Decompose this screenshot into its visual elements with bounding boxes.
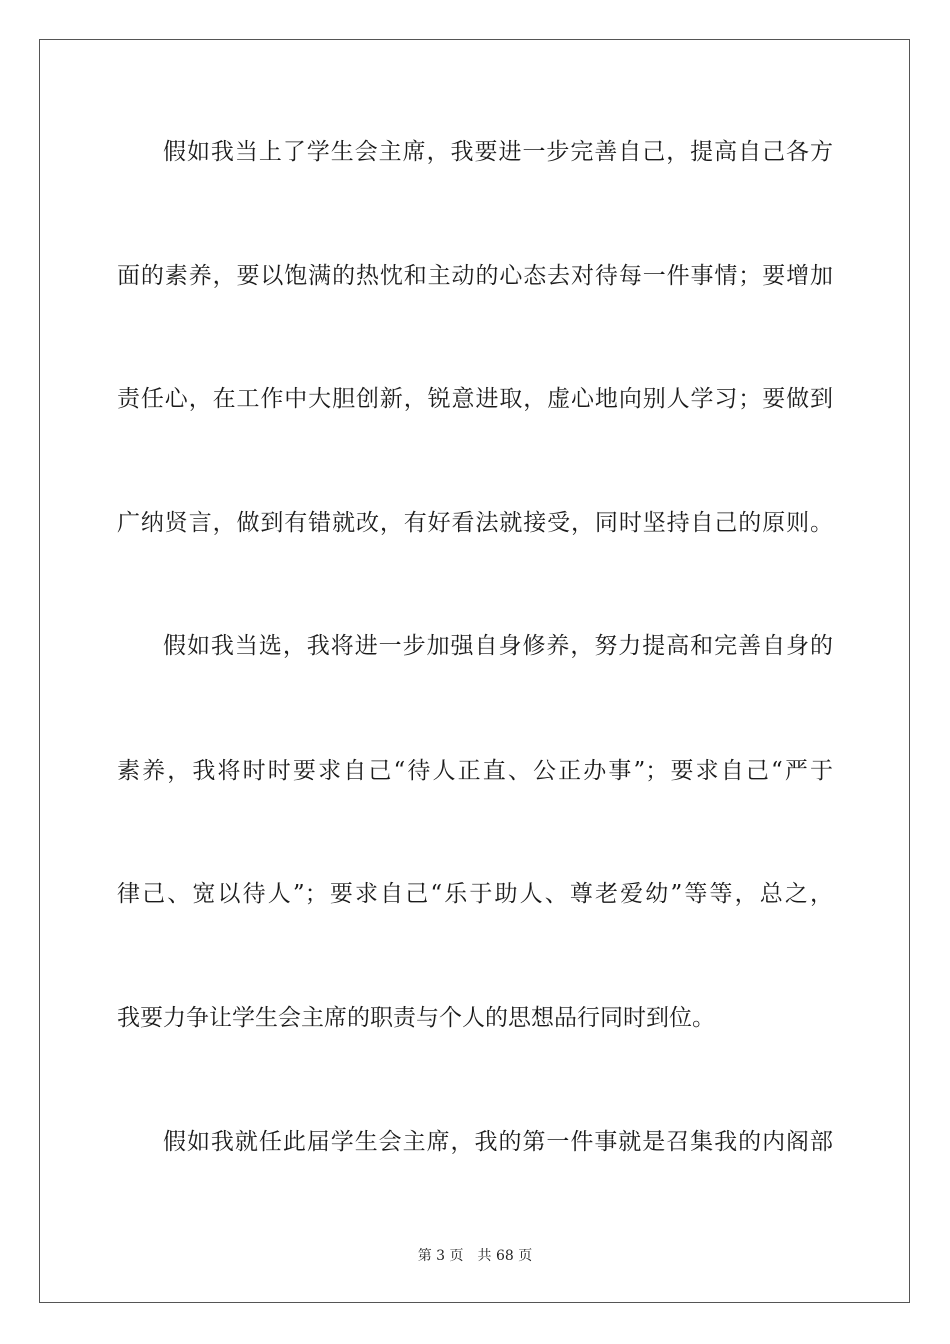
paragraph-2-line-4: 我要力争让学生会主席的职责与个人的思想品行同时到位。 [117,1005,715,1031]
paragraph-1-line-3: 责任心，在工作中大胆创新，锐意进取，虚心地向别人学习；要做到 [117,386,833,412]
page-border [39,39,910,1303]
paragraph-2-line-1: 假如我当选，我将进一步加强自身修养，努力提高和完善自身的 [163,633,833,659]
paragraph-1-line-1: 假如我当上了学生会主席，我要进一步完善自己，提高自己各方 [163,139,833,165]
page-footer [0,1247,950,1265]
paragraph-2-line-2: 素养，我将时时要求自己“待人正直、公正办事”；要求自己“严于 [117,758,833,784]
paragraph-2-line-3: 律己、宽以待人”；要求自己“乐于助人、尊老爱幼”等等，总之， [117,881,833,907]
page-number: 第 3 页 [417,1248,464,1264]
page-total: 共 68 页 [477,1248,533,1264]
paragraph-1-line-2: 面的素养，要以饱满的热忱和主动的心态去对待每一件事情；要增加 [117,263,833,289]
paragraph-1-line-4: 广纳贤言，做到有错就改，有好看法就接受，同时坚持自己的原则。 [117,510,833,536]
paragraph-3-line-1: 假如我就任此届学生会主席，我的第一件事就是召集我的内阁部 [163,1129,833,1155]
